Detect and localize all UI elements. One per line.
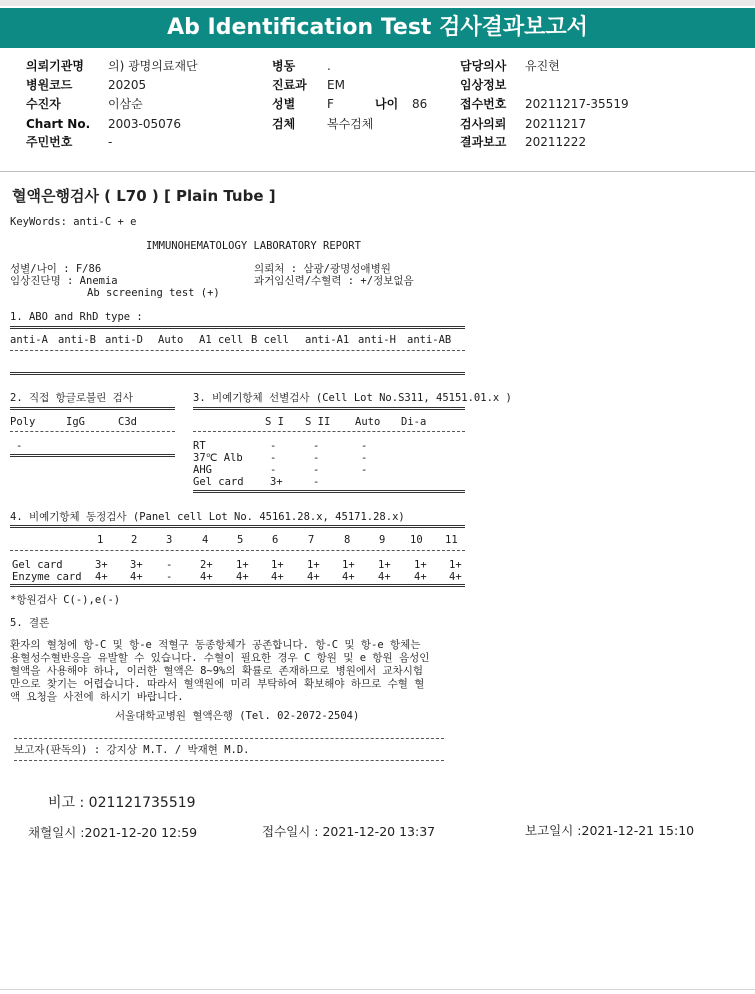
dat-double-rule bbox=[10, 407, 175, 410]
footer-note: 비고 : 021121735519 bbox=[48, 795, 196, 811]
value-doctor: 유진현 bbox=[525, 59, 560, 73]
value-resident-no: - bbox=[108, 135, 113, 149]
panel-enz-11: 4+ bbox=[449, 571, 462, 583]
panel-double-rule-top bbox=[10, 525, 465, 528]
panel-col-8: 8 bbox=[344, 534, 351, 546]
screen-row-rt-auto: - bbox=[361, 440, 368, 452]
panel-gel-11: 1+ bbox=[449, 559, 462, 571]
conclusion-line-3: 혈액을 사용해야 하나, 이러한 혈액은 8~9%의 확률로 존재하므로 병원에서 교차시험 bbox=[10, 665, 424, 677]
panel-gel-3: - bbox=[166, 559, 173, 571]
abo-rule bbox=[10, 350, 465, 351]
value-chart-no: 2003-05076 bbox=[108, 117, 182, 131]
header-divider bbox=[0, 171, 755, 172]
panel-rule bbox=[10, 550, 465, 551]
screen-double-rule-bottom bbox=[193, 490, 465, 493]
screen-rule bbox=[193, 431, 465, 432]
screen-row-alb-auto: - bbox=[361, 452, 368, 464]
value-patient: 이삼순 bbox=[108, 97, 143, 111]
label-specimen: 검체 bbox=[272, 117, 296, 131]
panel-gel-7: 1+ bbox=[307, 559, 320, 571]
abo-title: 1. ABO and RhD type : bbox=[10, 311, 143, 323]
screen-row-gel-s2: - bbox=[313, 476, 320, 488]
abo-header-auto: Auto bbox=[158, 334, 184, 346]
panel-row-gel-label: Gel card bbox=[12, 559, 63, 571]
panel-col-9: 9 bbox=[379, 534, 386, 546]
footer-reported: 보고일시 :2021-12-21 15:10 bbox=[525, 823, 695, 838]
abo-header-b-cell: B cell bbox=[251, 334, 289, 346]
label-doctor: 담당의사 bbox=[460, 59, 507, 73]
label-hospital-code: 병원코드 bbox=[26, 78, 73, 92]
value-hospital-code: 20205 bbox=[108, 78, 147, 92]
conclusion-line-1: 환자의 혈청에 항-C 및 항-e 적혈구 동종항체가 공존합니다. 항-C 및 항-e 항체는 bbox=[10, 639, 421, 651]
keywords: KeyWords: anti-C + e bbox=[10, 216, 137, 228]
report-title: Ab Identification Test 검사결과보고서 bbox=[167, 15, 588, 40]
dat-header-poly: Poly bbox=[10, 416, 36, 428]
footer-received: 접수일시 : 2021-12-20 13:37 bbox=[262, 824, 436, 839]
abo-header-a1-cell: A1 cell bbox=[199, 334, 244, 346]
panel-row-enzyme-label: Enzyme card bbox=[12, 571, 82, 583]
screen-header-s1: S I bbox=[265, 416, 284, 428]
conclusion-title: 5. 결론 bbox=[10, 617, 50, 629]
panel-col-11: 11 bbox=[445, 534, 458, 546]
label-requesting-institution: 의뢰기관명 bbox=[26, 59, 84, 73]
panel-col-2: 2 bbox=[131, 534, 138, 546]
abo-header-anti-a: anti-A bbox=[10, 334, 48, 346]
value-specimen: 복수검체 bbox=[327, 117, 374, 131]
bottom-divider bbox=[0, 989, 755, 990]
label-sex: 성별 bbox=[272, 97, 296, 111]
reporter-rule-bottom bbox=[14, 760, 444, 761]
panel-col-5: 5 bbox=[237, 534, 244, 546]
screen-title: 3. 비예기항체 선별검사 (Cell Lot No.S311, 45151.01.x ) bbox=[193, 392, 512, 404]
abo-header-anti-h: anti-H bbox=[358, 334, 396, 346]
value-report-date: 20211222 bbox=[525, 135, 587, 149]
panel-enz-4: 4+ bbox=[200, 571, 213, 583]
panel-double-rule-bottom bbox=[10, 584, 465, 587]
abo-double-rule-top bbox=[10, 326, 465, 329]
panel-enz-8: 4+ bbox=[342, 571, 355, 583]
value-receipt-no: 20211217-35519 bbox=[525, 97, 629, 111]
panel-gel-9: 1+ bbox=[378, 559, 391, 571]
footer-collected: 채혈일시 :2021-12-20 12:59 bbox=[28, 825, 198, 840]
panel-col-6: 6 bbox=[272, 534, 279, 546]
screen-header-di-a: Di-a bbox=[401, 416, 427, 428]
dat-double-rule-bottom bbox=[10, 454, 175, 457]
screen-row-alb-s1: - bbox=[270, 452, 277, 464]
antigen-test: *항원검사 C(-),e(-) bbox=[10, 594, 121, 606]
panel-gel-8: 1+ bbox=[342, 559, 355, 571]
label-age: 나이 bbox=[375, 97, 399, 111]
conclusion-line-2: 용혈성수혈반응을 유발할 수 있습니다. 수혈이 필요한 경우 C 항원 및 e 항원 음성인 bbox=[10, 652, 430, 664]
diagnosis: 임상진단명 : Anemia bbox=[10, 275, 118, 287]
label-resident-no: 주민번호 bbox=[26, 135, 73, 149]
abo-header-anti-b: anti-B bbox=[58, 334, 96, 346]
top-strip bbox=[0, 0, 755, 6]
panel-gel-10: 1+ bbox=[414, 559, 427, 571]
label-ward: 병동 bbox=[272, 59, 296, 73]
reporter: 보고자(판독의) : 강지상 M.T. / 박재현 M.D. bbox=[14, 744, 250, 756]
screen-row-alb-label: 37℃ Alb bbox=[193, 452, 243, 464]
screen-row-gel-label: Gel card bbox=[193, 476, 244, 488]
dat-rule bbox=[10, 431, 175, 432]
panel-enz-10: 4+ bbox=[414, 571, 427, 583]
panel-enz-7: 4+ bbox=[307, 571, 320, 583]
panel-title: 4. 비예기항체 동정검사 (Panel cell Lot No. 45161.28.x, 45171.28.x) bbox=[10, 511, 405, 523]
value-requesting-institution: 의) 광명의료재단 bbox=[108, 59, 198, 73]
value-department: EM bbox=[327, 78, 345, 92]
label-receipt-no: 접수번호 bbox=[460, 97, 507, 111]
abo-double-rule-bottom bbox=[10, 372, 465, 375]
panel-col-4: 4 bbox=[202, 534, 209, 546]
abo-header-anti-a1: anti-A1 bbox=[305, 334, 350, 346]
panel-enz-2: 4+ bbox=[130, 571, 143, 583]
panel-gel-5: 1+ bbox=[236, 559, 249, 571]
screen-row-gel-s1: 3+ bbox=[270, 476, 283, 488]
panel-gel-4: 2+ bbox=[200, 559, 213, 571]
label-chart-no: Chart No. bbox=[26, 117, 91, 131]
reporter-rule-top bbox=[14, 738, 444, 739]
label-request-date: 검사의뢰 bbox=[460, 117, 507, 131]
screen-row-ahg-label: AHG bbox=[193, 464, 212, 476]
screen-double-rule bbox=[193, 407, 465, 410]
dat-header-igg: IgG bbox=[66, 416, 85, 428]
panel-col-1: 1 bbox=[97, 534, 104, 546]
dat-header-c3d: C3d bbox=[118, 416, 137, 428]
screen-header-s2: S II bbox=[305, 416, 331, 428]
label-department: 진료과 bbox=[272, 78, 307, 92]
lab-title: IMMUNOHEMATOLOGY LABORATORY REPORT bbox=[146, 240, 361, 252]
panel-gel-1: 3+ bbox=[95, 559, 108, 571]
panel-enz-6: 4+ bbox=[271, 571, 284, 583]
value-age: 86 bbox=[412, 97, 428, 111]
panel-enz-9: 4+ bbox=[378, 571, 391, 583]
conclusion-line-5: 액 요청을 사전에 하시기 바랍니다. bbox=[10, 691, 184, 703]
screen-row-rt-s1: - bbox=[270, 440, 277, 452]
referrer: 의뢰처 : 삼광/광명성애병원 bbox=[254, 263, 391, 275]
dat-title: 2. 직접 항글로불린 검사 bbox=[10, 392, 133, 404]
hospital-blood-bank: 서울대학교병원 혈액은행 (Tel. 02-2072-2504) bbox=[115, 710, 360, 722]
sex-age: 성별/나이 : F/86 bbox=[10, 263, 102, 275]
panel-col-3: 3 bbox=[166, 534, 173, 546]
label-clinical-info: 임상정보 bbox=[460, 78, 507, 92]
screen-row-ahg-auto: - bbox=[361, 464, 368, 476]
dat-value: - bbox=[16, 440, 23, 452]
screen-row-rt-s2: - bbox=[313, 440, 320, 452]
panel-col-10: 10 bbox=[410, 534, 423, 546]
history: 과거임신력/수혈력 : +/정보없음 bbox=[254, 275, 414, 287]
label-patient: 수진자 bbox=[26, 97, 61, 111]
panel-enz-1: 4+ bbox=[95, 571, 108, 583]
abo-header-anti-d: anti-D bbox=[105, 334, 143, 346]
label-report-date: 결과보고 bbox=[460, 135, 507, 149]
panel-enz-3: - bbox=[166, 571, 173, 583]
panel-gel-2: 3+ bbox=[130, 559, 143, 571]
section-title: 혈액은행검사 ( L70 ) [ Plain Tube ] bbox=[12, 187, 276, 205]
panel-col-7: 7 bbox=[308, 534, 315, 546]
panel-gel-6: 1+ bbox=[271, 559, 284, 571]
screen-row-rt-label: RT bbox=[193, 440, 206, 452]
screen-row-ahg-s2: - bbox=[313, 464, 320, 476]
screen-row-alb-s2: - bbox=[313, 452, 320, 464]
value-sex: F bbox=[327, 97, 334, 111]
conclusion-line-4: 만으로 찾기는 어렵습니다. 따라서 혈액원에 미리 부탁하여 확보해야 하므로 수혈 혈 bbox=[10, 678, 425, 690]
value-ward: . bbox=[327, 59, 331, 73]
diagnosis-note: Ab screening test (+) bbox=[87, 287, 220, 299]
screen-row-ahg-s1: - bbox=[270, 464, 277, 476]
screen-header-auto: Auto bbox=[355, 416, 381, 428]
abo-header-anti-ab: anti-AB bbox=[407, 334, 452, 346]
value-request-date: 20211217 bbox=[525, 117, 587, 131]
panel-enz-5: 4+ bbox=[236, 571, 249, 583]
